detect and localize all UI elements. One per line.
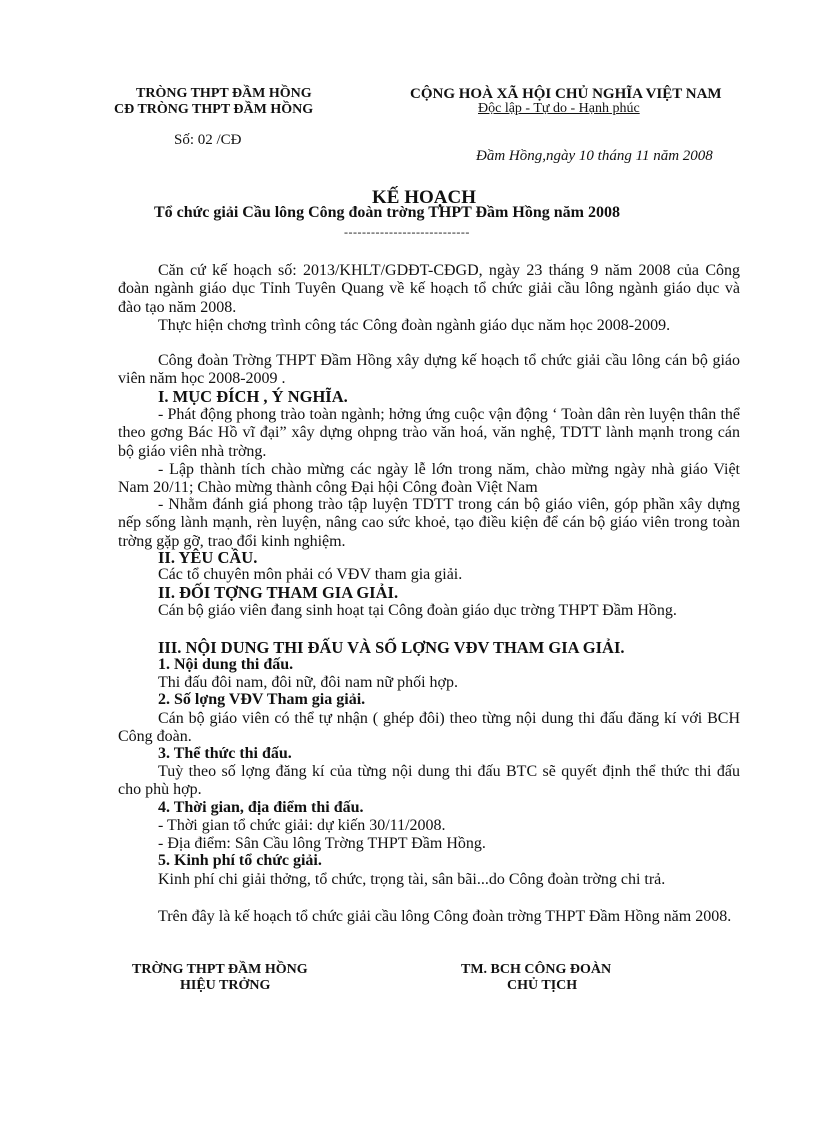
country-name: CỘNG HOÀ XÃ HỘI CHỦ NGHĨA VIỆT NAM (410, 86, 722, 102)
document-number: Số: 02 /CĐ (174, 132, 242, 148)
school-name: TRÒNG THPT ĐẦM HỒNG (136, 86, 312, 101)
union-name: CĐ TRÒNG THPT ĐẦM HỒNG (114, 102, 314, 117)
section-3-paragraph: Cán bộ giáo viên đang sinh hoạt tại Công đoàn giáo dục trờng THPT Đầm Hồng. (158, 602, 677, 619)
document-date: Đầm Hồng,ngày 10 tháng 11 năm 2008 (476, 148, 713, 164)
subsection-4-venue: - Địa điểm: Sân Cầu lông Trờng THPT Đầm Hồng. (158, 835, 486, 852)
intro-paragraph-1: Căn cứ kế hoạch số: 2013/KHLT/GDĐT-CĐGD, ngày 23 tháng 9 năm 2008 của Công đoàn ngành giáo dục Tỉnh Tuyên Quang về kế hoạch tổ chức giải cầu lông ngành giáo dục và đào tạo năm 2008. (118, 262, 740, 316)
section-4-heading: III. NỘI DUNG THI ĐẤU VÀ SỐ LỢNG VĐV THAM GIA GIẢI. (158, 638, 625, 657)
document-title: KẾ HOẠCH (372, 187, 476, 208)
signature-left-org: TRỜNG THPT ĐẦM HỒNG (132, 962, 308, 977)
subsection-3-heading: 3. Thể thức thi đấu. (158, 745, 292, 762)
subsection-1-heading: 1. Nội dung thi đấu. (158, 656, 294, 673)
subsection-3-text: Tuỳ theo số lợng đăng kí của từng nội dung thi đấu BTC sẽ quyết định thể thức thi đấu cho phù hợp. (118, 763, 740, 799)
closing-paragraph: Trên đây là kế hoạch tổ chức giải cầu lông Công đoàn trờng THPT Đầm Hồng năm 2008. (158, 908, 732, 925)
signature-right-role: CHỦ TỊCH (507, 978, 578, 993)
section-1-paragraph-1: - Phát động phong trào toàn ngành; hởng ứng cuộc vận động ‘ Toàn dân rèn luyện thân thể theo gơng Bác Hồ vĩ đại” xây dựng ohpng trào văn hoá, văn nghệ, TDTT lành mạnh trong cán bộ giáo viên nhà trờng. (118, 406, 740, 460)
subsection-2-text: Cán bộ giáo viên có thể tự nhận ( ghép đôi) theo từng nội dung thi đấu đăng kí với BCH Công đoàn. (118, 710, 740, 746)
subsection-5-text: Kinh phí chi giải thởng, tổ chức, trọng tài, sân bãi...do Công đoàn trờng chi trả. (158, 871, 666, 888)
motto: Độc lập - Tự do - Hạnh phúc (478, 101, 640, 116)
title-rule: ---------------------------- (344, 225, 470, 239)
signature-left-role: HIỆU TRỞNG (180, 978, 271, 993)
subsection-2-heading: 2. Số lợng VĐV Tham gia giải. (158, 691, 366, 708)
subsection-4-time: - Thời gian tổ chức giải: dự kiến 30/11/2008. (158, 817, 446, 834)
intro-paragraph-2: Thực hiện chơng trình công tác Công đoàn ngành giáo dục năm học 2008-2009. (158, 317, 671, 334)
subsection-1-text: Thi đấu đôi nam, đôi nữ, đôi nam nữ phối hợp. (158, 674, 458, 691)
section-3-heading: II. ĐỐI TỢNG THAM GIA GIẢI. (158, 583, 399, 602)
signature-right-org: TM. BCH CÔNG ĐOÀN (461, 962, 612, 977)
subsection-4-heading: 4. Thời gian, địa điểm thi đấu. (158, 799, 364, 816)
section-1-heading: I. MỤC ĐÍCH , Ý NGHĨA. (158, 387, 348, 406)
section-1-paragraph-2: - Lập thành tích chào mừng các ngày lễ lớn trong năm, chào mừng ngày nhà giáo Việt Nam 20/11; Chào mừng thành công Đại hội Công đoàn Việt Nam (118, 461, 740, 497)
section-2-paragraph: Các tổ chuyên môn phải có VĐV tham gia giải. (158, 566, 463, 583)
document-subtitle: Tổ chức giải Cầu lông Công đoàn trờng THPT Đầm Hồng năm 2008 (154, 204, 620, 221)
subsection-5-heading: 5. Kinh phí tổ chức giải. (158, 852, 322, 869)
section-1-paragraph-3: - Nhằm đánh giá phong trào tập luyện TDTT trong cán bộ giáo viên, góp phần xây dựng nếp sống lành mạnh, rèn luyện, nâng cao sức khoẻ, tạo điều kiện để cán bộ giáo viên trong toàn trờng gặp gỡ, trao đổi kinh nghiệm. (118, 496, 740, 550)
section-2-heading: II. YÊU CẦU. (158, 548, 258, 567)
intro-paragraph-3: Công đoàn Trờng THPT Đầm Hồng xây dựng kế hoạch tổ chức giải cầu lông cán bộ giáo viên năm học 2008-2009 . (118, 352, 740, 388)
